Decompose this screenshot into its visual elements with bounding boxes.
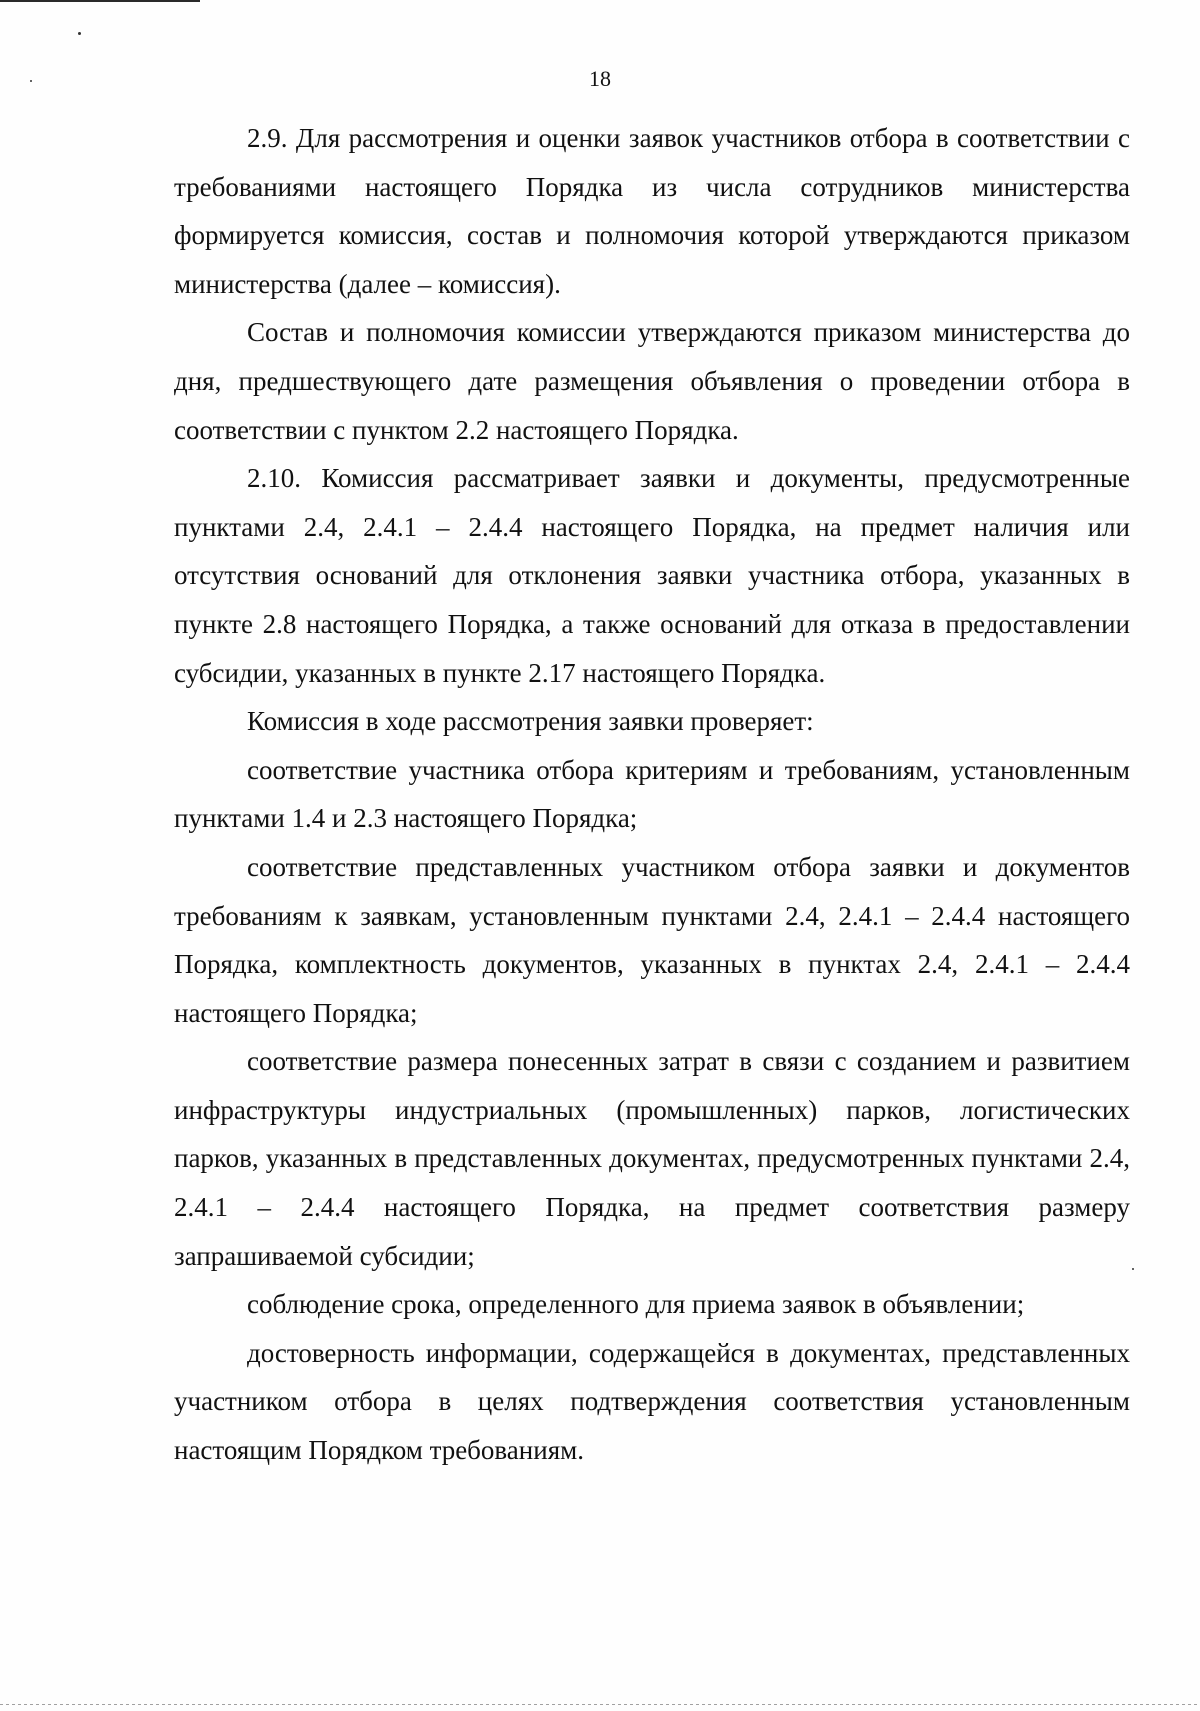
scan-edge-bottom xyxy=(0,1704,1200,1705)
list-item-criteria-compliance: соответствие участника отбора критериям и требованиям, установленным пунктами 1.4 и 2.3 настоящего Порядка; xyxy=(174,754,1130,834)
list-item-costs-compliance: соответствие размера понесенных затрат в связи с созданием и развитием инфраструктуры индустриальных (промышленных) парков, логистических парков, указанных в представленных документах, предусмотренных пунктами 2.4, 2.4.1 – 2.4.4 настоящего Порядка, на предмет соответствия размеру запрашиваемой субсидии; xyxy=(174,1046,1130,1271)
paragraph-commission-composition: Состав и полномочия комиссии утверждаются приказом министерства до дня, предшествующего дате размещения объявления о проведении отбора в соответствии с пунктом 2.2 настоящего Порядка. xyxy=(174,317,1130,445)
scan-speck xyxy=(78,32,81,35)
document-body xyxy=(174,114,1130,1475)
paragraph-commission-checks-intro: Комиссия в ходе рассмотрения заявки проверяет: xyxy=(247,706,814,737)
list-item-documents-compliance: соответствие представленных участником отбора заявки и документов требованиям к заявкам, установленным пунктами 2.4, 2.4.1 – 2.4.4 настоящего Порядка, комплектность документов, указанных в пунктах 2.4, 2.4.1 – 2.4.4 настоящего Порядка; xyxy=(174,851,1130,1028)
page-number: 18 xyxy=(589,66,611,91)
list-item-deadline-compliance: соблюдение срока, определенного для приема заявок в объявлении; xyxy=(247,1289,1025,1320)
paragraph-2-10: 2.10. Комиссия рассматривает заявки и документы, предусмотренные пунктами 2.4, 2.4.1 – 2.4.4 настоящего Порядка, на предмет наличия или отсутствия оснований для отклонения заявки участника отбора, указанных в пункте 2.8 настоящего Порядка, а также оснований для отказа в предоставлении субсидии, указанных в пункте 2.17 настоящего Порядка. xyxy=(174,463,1130,688)
paragraph-2-9: 2.9. Для рассмотрения и оценки заявок участников отбора в соответствии с требованиями настоящего Порядка из числа сотрудников министерства формируется комиссия, состав и полномочия которой утверждаются приказом министерства (далее – комиссия). xyxy=(174,123,1130,299)
scan-speck xyxy=(1132,1268,1134,1270)
scan-edge-top xyxy=(0,0,200,2)
list-item-information-accuracy: достоверность информации, содержащейся в документах, представленных участником отбора в целях подтверждения соответствия установленным настоящим Порядком требованиям. xyxy=(174,1337,1130,1466)
